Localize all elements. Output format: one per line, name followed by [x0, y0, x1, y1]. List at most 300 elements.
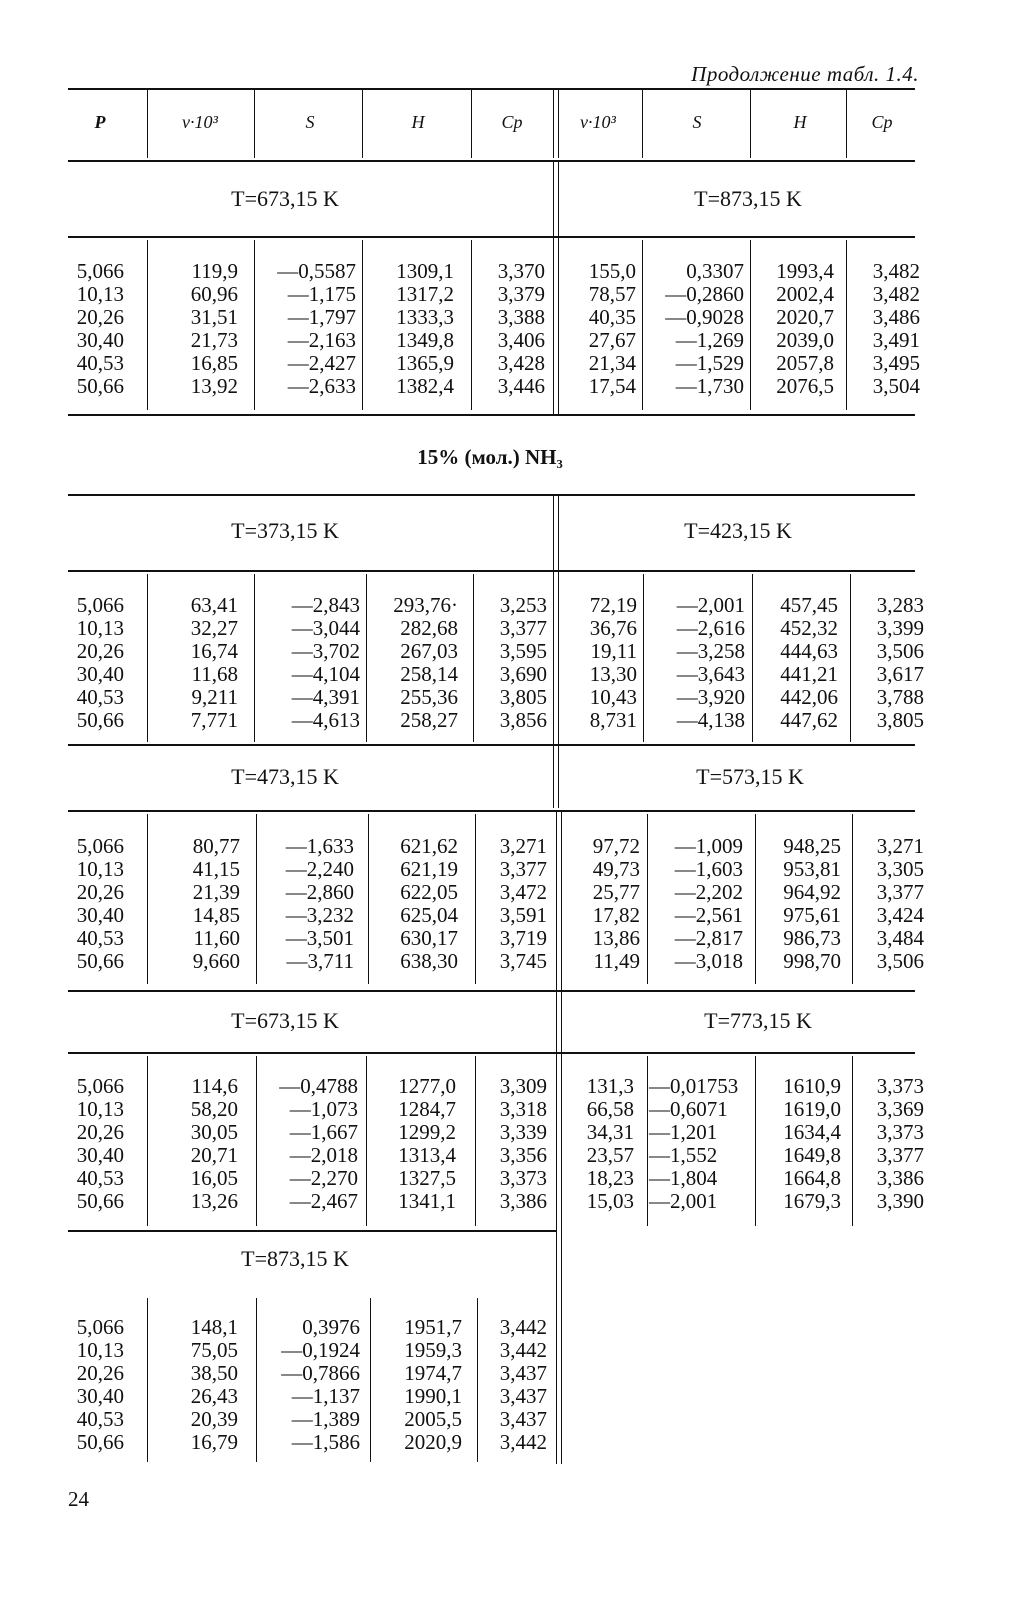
cell: —1,552 [649, 1143, 718, 1167]
cell: 50,66 [76, 949, 124, 973]
cell: 3,373 [876, 1120, 924, 1144]
header-h2: H [793, 112, 807, 132]
cell: 20,26 [76, 880, 124, 904]
cell: —4,138 [676, 708, 745, 732]
cell: 630,17 [400, 926, 458, 950]
cell: 36,76 [589, 616, 637, 640]
cell: 17,82 [592, 903, 640, 927]
cell: 1993,4 [776, 259, 834, 283]
cell: 75,05 [190, 1338, 238, 1362]
cell: 13,26 [190, 1189, 238, 1213]
header-s: S [305, 112, 315, 132]
block4-right-cp-column [854, 1075, 924, 1213]
cell: —1,667 [289, 1120, 358, 1144]
cell: —1,073 [289, 1097, 358, 1121]
cell: 10,13 [76, 1338, 124, 1362]
cell: 3,856 [499, 708, 547, 732]
cell: —1,586 [291, 1430, 360, 1454]
cell: 1649,8 [783, 1143, 841, 1167]
cell: 5,066 [76, 259, 124, 283]
cell: 452,32 [780, 616, 838, 640]
block4-right-h-column [757, 1075, 841, 1213]
cell: 3,386 [876, 1166, 924, 1190]
cell: —3,920 [676, 685, 745, 709]
cell: 2020,9 [404, 1430, 462, 1454]
cell: 3,495 [872, 351, 920, 375]
block2-right-temperature: T=423,15 K [684, 518, 792, 543]
cell: 58,20 [190, 1097, 238, 1121]
block1-left-temperature: T=673,15 K [231, 186, 339, 211]
cell: 10,13 [76, 616, 124, 640]
cell: —0,1924 [281, 1338, 360, 1362]
block2-rule [68, 570, 915, 572]
cell: 10,13 [76, 1097, 124, 1121]
header-double-divider [553, 90, 559, 158]
block3-left-h-column [370, 835, 458, 973]
cell: —0,5587 [277, 259, 356, 283]
block2-divider [147, 574, 148, 742]
cell: —0,9028 [665, 305, 744, 329]
header-p: P [94, 112, 106, 132]
cell: 3,437 [499, 1384, 547, 1408]
cell: 16,05 [190, 1166, 238, 1190]
cell: 975,61 [783, 903, 841, 927]
cell: 21,73 [190, 328, 238, 352]
block2-right-h-column [754, 594, 838, 732]
cell: —3,702 [291, 639, 360, 663]
cell: 3,442 [499, 1338, 547, 1362]
cell: 30,40 [76, 328, 124, 352]
cell: 1284,7 [398, 1097, 456, 1121]
header-bottom-rule [68, 160, 915, 162]
cell: 13,30 [589, 662, 637, 686]
cell: 30,05 [190, 1120, 238, 1144]
cell: 258,14 [400, 662, 458, 686]
cell: —2,817 [674, 926, 743, 950]
header-divider [147, 90, 148, 158]
cell: 3,356 [499, 1143, 547, 1167]
cell: —3,018 [674, 949, 743, 973]
cell: 2002,4 [776, 282, 834, 306]
cell: —3,711 [286, 949, 354, 973]
block5-left-s-column [258, 1316, 360, 1454]
cell: 3,377 [876, 1143, 924, 1167]
block2-left-v-column [150, 594, 238, 732]
cell: 3,370 [497, 259, 545, 283]
block4-divider [256, 1056, 257, 1226]
cell: 2020,7 [776, 305, 834, 329]
cell: 3,506 [876, 949, 924, 973]
cell: 3,506 [876, 639, 924, 663]
block4-left-cp-column [477, 1075, 547, 1213]
block2-divider [254, 574, 255, 742]
cell: —1,797 [287, 305, 356, 329]
block1-right-temperature: T=873,15 K [694, 186, 802, 211]
cell: 16,85 [190, 351, 238, 375]
block2-left-h-column [368, 594, 458, 732]
cell: 38,50 [190, 1361, 238, 1385]
block4-bottom-rule [68, 1230, 556, 1232]
cell: 5,066 [76, 834, 124, 858]
cell: 13,92 [190, 374, 238, 398]
block2-right-v-column [562, 594, 637, 732]
block1-left-s-column [256, 260, 356, 398]
cell: 148,1 [190, 1315, 238, 1339]
cell: 30,40 [76, 1143, 124, 1167]
cell: 119,9 [191, 259, 238, 283]
cell: —2,860 [285, 880, 354, 904]
block4-double-divider [556, 992, 562, 1464]
cell: 31,51 [190, 305, 238, 329]
cell: 1679,3 [783, 1189, 841, 1213]
cell: 1951,7 [404, 1315, 462, 1339]
cell: 3,805 [499, 685, 547, 709]
cell: 3,446 [497, 374, 545, 398]
header-v2: v·10³ [580, 112, 616, 132]
cell: 3,442 [499, 1430, 547, 1454]
cell: 155,0 [588, 259, 636, 283]
cell: 97,72 [592, 834, 640, 858]
header-h: H [411, 112, 425, 132]
cell: 23,57 [586, 1143, 634, 1167]
cell: 622,05 [400, 880, 458, 904]
cell: —3,258 [676, 639, 745, 663]
cell: 1610,9 [783, 1074, 841, 1098]
cell: —2,163 [287, 328, 356, 352]
block4-left-h-column [368, 1075, 456, 1213]
cell: 3,788 [876, 685, 924, 709]
block4-left-v-column [150, 1075, 238, 1213]
cell: 63,41 [190, 593, 238, 617]
cell: 30,40 [76, 662, 124, 686]
block4-right-temperature: T=773,15 K [704, 1008, 812, 1033]
cell: 11,60 [193, 926, 240, 950]
cell: —4,104 [291, 662, 360, 686]
block4-right-s-column [649, 1075, 753, 1213]
block1-double-divider [553, 162, 559, 414]
cell: —2,240 [285, 857, 354, 881]
cell: 3,253 [499, 593, 547, 617]
header-divider [750, 90, 751, 158]
cell: —0,6071 [649, 1097, 728, 1121]
cell: 3,591 [499, 903, 547, 927]
block3-divider [852, 814, 853, 984]
cell: 441,21 [780, 662, 838, 686]
block5-divider [256, 1298, 257, 1462]
cell: 21,34 [588, 351, 636, 375]
header-divider [254, 90, 255, 158]
cell: 3,283 [876, 593, 924, 617]
cell: 3,428 [497, 351, 545, 375]
block2-divider [366, 574, 367, 742]
block5-left-temperature: T=873,15 K [241, 1246, 349, 1271]
cell: —2,270 [289, 1166, 358, 1190]
cell: 9,211 [191, 685, 238, 709]
cell: —1,269 [675, 328, 744, 352]
block5-divider [370, 1298, 371, 1462]
header-cp: Cp [501, 112, 523, 132]
block5-left-v-column [150, 1316, 238, 1454]
cell: 1313,4 [398, 1143, 456, 1167]
cell: 80,77 [192, 834, 240, 858]
cell: 3,690 [499, 662, 547, 686]
block4-right-v-column [562, 1075, 634, 1213]
cell: 638,30 [400, 949, 458, 973]
cell: —2,427 [287, 351, 356, 375]
cell: 3,486 [872, 305, 920, 329]
block1-right-h-column [752, 260, 834, 398]
cell: —0,7866 [281, 1361, 360, 1385]
cell: 3,271 [499, 834, 547, 858]
cell: 3,595 [499, 639, 547, 663]
cell: —1,529 [675, 351, 744, 375]
cell: 3,379 [497, 282, 545, 306]
cell: 40,53 [76, 351, 124, 375]
cell: 41,15 [192, 857, 240, 881]
block1-rule [68, 236, 915, 238]
header-cp2: Cp [871, 112, 893, 132]
block3-bottom-rule [68, 990, 915, 992]
block1-left-h-column [364, 260, 454, 398]
cell: 2057,8 [776, 351, 834, 375]
block2-double-divider [553, 496, 559, 808]
cell: 20,26 [76, 305, 124, 329]
block5-p-column [60, 1316, 124, 1454]
cell: 34,31 [586, 1120, 634, 1144]
block3-divider [256, 814, 257, 984]
cell: 21,39 [192, 880, 240, 904]
cell: 3,719 [499, 926, 547, 950]
block3-right-temperature: T=573,15 K [696, 764, 804, 789]
cell: —1,009 [674, 834, 743, 858]
cell: 5,066 [76, 1315, 124, 1339]
block3-divider [755, 814, 756, 984]
cell: 40,53 [76, 926, 124, 950]
block4-divider [366, 1056, 367, 1226]
cell: 60,96 [190, 282, 238, 306]
cell: —2,467 [289, 1189, 358, 1213]
cell: 18,23 [586, 1166, 634, 1190]
block5-left-h-column [372, 1316, 462, 1454]
block5-divider [477, 1298, 478, 1462]
cell: 625,04 [400, 903, 458, 927]
block1-divider [254, 240, 255, 410]
block3-left-s-column [258, 835, 354, 973]
cell: 293,76· [393, 593, 458, 617]
block3-divider [368, 814, 369, 984]
block1-divider [147, 240, 148, 410]
cell: 131,3 [586, 1074, 634, 1098]
block4-divider [852, 1056, 853, 1226]
block4-rule [68, 1052, 915, 1054]
cell: 3,388 [497, 305, 545, 329]
cell: 1317,2 [396, 282, 454, 306]
block1-right-v-column [562, 260, 636, 398]
cell: 5,066 [76, 593, 124, 617]
cell: 3,482 [872, 259, 920, 283]
cell: 1634,4 [783, 1120, 841, 1144]
cell: 3,437 [499, 1407, 547, 1431]
cell: 26,43 [190, 1384, 238, 1408]
block3-divider [475, 814, 476, 984]
cell: 11,49 [593, 949, 640, 973]
cell: 3,617 [876, 662, 924, 686]
block2-divider [643, 574, 644, 742]
cell: 953,81 [783, 857, 841, 881]
cell: —3,501 [285, 926, 354, 950]
block1-right-s-column [644, 260, 744, 398]
cell: 986,73 [783, 926, 841, 950]
block2-divider [850, 574, 851, 742]
cell: —2,616 [676, 616, 745, 640]
block3-right-cp-column [854, 835, 924, 973]
cell: 2039,0 [776, 328, 834, 352]
cell: 20,26 [76, 639, 124, 663]
cell: 621,62 [400, 834, 458, 858]
section-rule [68, 494, 915, 496]
block3-double-divider [556, 812, 562, 990]
cell: 16,74 [190, 639, 238, 663]
cell: 11,68 [191, 662, 238, 686]
cell: 7,771 [190, 708, 238, 732]
cell: —4,391 [291, 685, 360, 709]
cell: 258,27 [400, 708, 458, 732]
cell: 20,26 [76, 1361, 124, 1385]
cell: —2,633 [287, 374, 356, 398]
cell: —1,137 [291, 1384, 360, 1408]
block1-p-column [60, 260, 124, 398]
block4-divider [755, 1056, 756, 1226]
block1-left-v-column [150, 260, 238, 398]
block2-left-temperature: T=373,15 K [231, 518, 339, 543]
cell: 13,86 [592, 926, 640, 950]
cell: 20,26 [76, 1120, 124, 1144]
block2-bottom-rule [68, 744, 915, 746]
cell: 1309,1 [396, 259, 454, 283]
cell: 27,67 [588, 328, 636, 352]
block5-left-cp-column [479, 1316, 547, 1454]
cell: 114,6 [191, 1074, 238, 1098]
cell: 3,377 [876, 880, 924, 904]
cell: 3,442 [499, 1315, 547, 1339]
cell: 17,54 [588, 374, 636, 398]
cell: —1,389 [291, 1407, 360, 1431]
block2-left-s-column [256, 594, 360, 732]
cell: 1959,3 [404, 1338, 462, 1362]
cell: 78,57 [588, 282, 636, 306]
cell: 20,71 [190, 1143, 238, 1167]
header-v: v·10³ [182, 112, 218, 132]
cell: 457,45 [780, 593, 838, 617]
cell: 30,40 [76, 903, 124, 927]
cell: 10,43 [589, 685, 637, 709]
cell: 3,373 [499, 1166, 547, 1190]
cell: 0,3307 [686, 259, 744, 283]
cell: 3,472 [499, 880, 547, 904]
block1-divider [750, 240, 751, 410]
cell: 3,339 [499, 1120, 547, 1144]
cell: 444,63 [780, 639, 838, 663]
cell: 50,66 [76, 374, 124, 398]
cell: 1299,2 [398, 1120, 456, 1144]
block4-p-column [60, 1075, 124, 1213]
cell: 1327,5 [398, 1166, 456, 1190]
cell: 3,377 [499, 616, 547, 640]
block1-left-cp-column [473, 260, 545, 398]
cell: —2,843 [291, 593, 360, 617]
cell: 72,19 [589, 593, 637, 617]
cell: —2,561 [674, 903, 743, 927]
cell: —1,175 [287, 282, 356, 306]
cell: 267,03 [400, 639, 458, 663]
block3-left-temperature: T=473,15 K [231, 764, 339, 789]
block5-divider [147, 1298, 148, 1462]
block1-divider [362, 240, 363, 410]
cell: —4,613 [291, 708, 360, 732]
cell: —0,4788 [279, 1074, 358, 1098]
cell: 32,27 [190, 616, 238, 640]
header-top-rule [68, 88, 915, 90]
cell: 3,399 [876, 616, 924, 640]
cell: 2076,5 [776, 374, 834, 398]
cell: 3,805 [876, 708, 924, 732]
cell: 9,660 [192, 949, 240, 973]
cell: 1365,9 [396, 351, 454, 375]
block4-left-s-column [258, 1075, 358, 1213]
cell: —3,232 [285, 903, 354, 927]
cell: 20,39 [190, 1407, 238, 1431]
cell: 3,491 [872, 328, 920, 352]
cell: 8,731 [589, 708, 637, 732]
cell: 50,66 [76, 1189, 124, 1213]
cell: 10,13 [76, 282, 124, 306]
block3-right-v-column [565, 835, 640, 973]
block2-right-cp-column [852, 594, 924, 732]
cell: 3,406 [497, 328, 545, 352]
cell: 255,36 [400, 685, 458, 709]
cell: 2005,5 [404, 1407, 462, 1431]
cell: 10,13 [76, 857, 124, 881]
block2-divider [473, 574, 474, 742]
cell: —3,044 [291, 616, 360, 640]
cell: 3,373 [876, 1074, 924, 1098]
header-s2: S [692, 112, 702, 132]
cell: 3,309 [499, 1074, 547, 1098]
cell: 66,58 [586, 1097, 634, 1121]
block2-p-column [60, 594, 124, 732]
cell: 1664,8 [783, 1166, 841, 1190]
cell: 25,77 [592, 880, 640, 904]
cell: 447,62 [780, 708, 838, 732]
cell: 3,482 [872, 282, 920, 306]
cell: 3,271 [876, 834, 924, 858]
cell: 621,19 [400, 857, 458, 881]
cell: 3,745 [499, 949, 547, 973]
cell: 442,06 [780, 685, 838, 709]
cell: 1333,3 [396, 305, 454, 329]
cell: 1974,7 [404, 1361, 462, 1385]
cell: 282,68 [400, 616, 458, 640]
cell: 3,484 [876, 926, 924, 950]
cell: —2,001 [676, 593, 745, 617]
cell: 3,424 [876, 903, 924, 927]
header-divider [846, 90, 847, 158]
block3-divider [147, 814, 148, 984]
block4-divider [147, 1056, 148, 1226]
block4-divider [647, 1056, 648, 1226]
block1-divider [642, 240, 643, 410]
cell: 5,066 [76, 1074, 124, 1098]
